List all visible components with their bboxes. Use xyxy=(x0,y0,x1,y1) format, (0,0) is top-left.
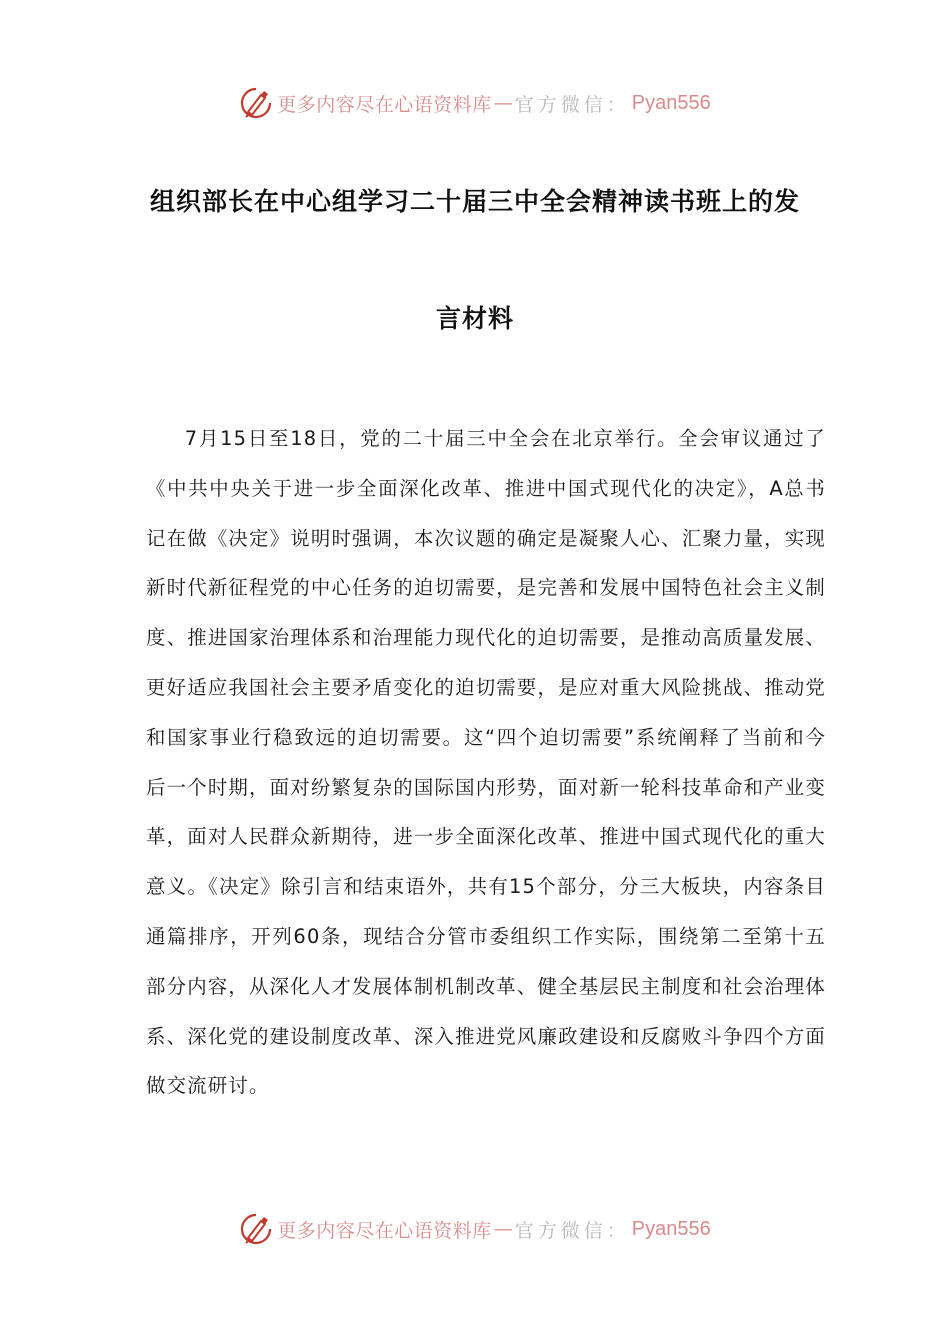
body-paragraph: 7月15日至18日，党的二十届三中全会在北京举行。全会审议通过了《中共中央关于进一步全面深化改革、推进中国式现代化的决定》，A总书记在做《决定》说明时强调，本次议题的确定是凝聚人心、汇聚力量，实现新时代新征程党的中心任务的迫切需要，是完善和发展中国特色社会主义制度、推进国家治理体系和治理能力现代化的迫切需要，是推动高质量发展、更好适应我国社会主要矛盾变化的迫切需要，是应对重大风险挑战、推动党和国家事业行稳致远的迫切需要。这“四个迫切需要”系统阐释了当前和今后一个时期，面对纷繁复杂的国际国内形势，面对新一轮科技革命和产业变革，面对人民群众新期待，进一步全面深化改革、推进中国式现代化的重大意义。《决定》除引言和结束语外，共有15个部分，分三大板块，内容条目通篇排序，开列60条，现结合分管市委组织工作实际，围绕第二至第十五部分内容，从深化人才发展体制机制改革、健全基层民主制度和社会治理体系、深化党的建设制度改革、深入推进党风廉政建设和反腐败斗争四个方面做交流研讨。 xyxy=(146,427,826,1098)
document-title-line-1: 组织部长在中心组学习二十届三中全会精神读书班上的发 xyxy=(149,187,800,216)
header-banner xyxy=(0,81,950,125)
banner-dash: — xyxy=(493,92,513,114)
pen-nib-circle-icon xyxy=(239,1212,273,1246)
banner-official-label: 官方微信： xyxy=(514,93,630,116)
document-title-line-2: 言材料 xyxy=(435,304,514,333)
banner-site-text: 更多内容尽在心语资料库 xyxy=(277,1219,492,1242)
footer-banner xyxy=(0,1207,950,1251)
pen-nib-circle-icon xyxy=(239,86,273,120)
banner-site-text: 更多内容尽在心语资料库 xyxy=(277,93,492,116)
banner-wechat-id: Pyan556 xyxy=(631,91,711,114)
banner-dash: — xyxy=(493,1218,513,1240)
banner-wechat-id: Pyan556 xyxy=(631,1217,711,1240)
banner-official-label: 官方微信： xyxy=(514,1219,630,1242)
